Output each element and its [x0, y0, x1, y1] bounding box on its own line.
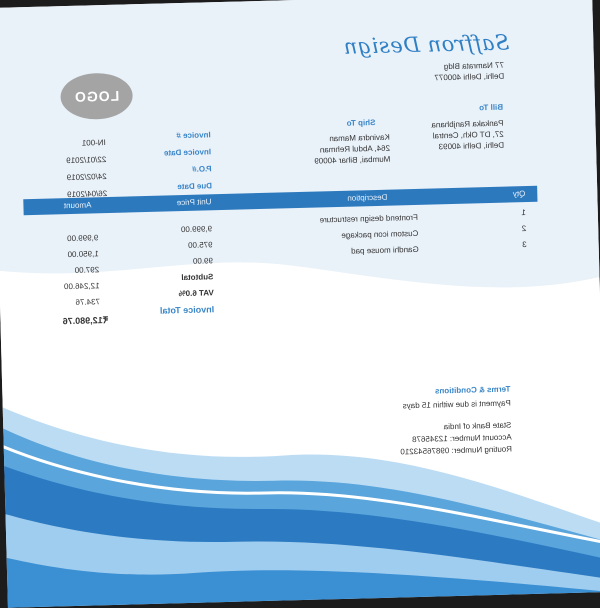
- row3-amount: 297.00: [74, 265, 100, 275]
- vat-label: VAT 6.0%: [178, 288, 214, 299]
- header-description: Description: [347, 192, 388, 203]
- ship-to-line1: 264, Abdul Rehman: [319, 143, 391, 155]
- company-address-line2: Delhi, Delhi 400077: [434, 71, 505, 83]
- company-name: Saffron Design: [343, 30, 510, 59]
- row3-unit-price: 99.00: [192, 256, 214, 266]
- row1-unit-price: 9,999.00: [180, 224, 213, 235]
- invoice-date-value: 22/01/2019: [66, 155, 107, 166]
- bank-name: State Bank of India: [443, 420, 512, 432]
- header-qty: Qty: [512, 189, 526, 199]
- invoice-total-value: ₹12,980.76: [62, 315, 109, 327]
- company-logo: LOGO: [60, 72, 133, 120]
- bill-to-label: Bill To: [479, 102, 504, 113]
- ship-to-name: Kavindra Maman: [329, 132, 390, 144]
- row2-unit-price: 975.00: [187, 240, 213, 250]
- bank-routing: Routing Number: 09876543210: [400, 444, 513, 457]
- header-amount: Amount: [63, 200, 92, 211]
- po-value: 24/02/2019: [66, 172, 107, 183]
- row1-description: Frontend design restructure: [319, 212, 418, 225]
- invoice-date-label: Invoice Date: [163, 147, 212, 158]
- row1-amount: 9,999.00: [67, 233, 99, 244]
- po-label: P.O.#: [192, 164, 212, 174]
- due-date-value: 26/04/2019: [66, 189, 108, 200]
- bill-to-name: Pankaka Ranjbhana: [431, 118, 504, 130]
- invoice-total-label: Invoice Total: [159, 304, 215, 316]
- ship-to-label: Ship To: [346, 117, 376, 128]
- invoice-number-value: IN-001: [81, 138, 106, 148]
- subtotal-label: Subtotal: [181, 272, 214, 283]
- row2-description: Custom icon package: [341, 228, 419, 240]
- bill-to-line2: Delhi, Delhi 40093: [438, 140, 505, 152]
- subtotal-value: 12,246.00: [63, 281, 100, 292]
- row2-amount: 1,950.00: [67, 249, 99, 260]
- row3-qty: 3: [522, 240, 527, 250]
- invoice-number-label: Invoice #: [176, 130, 211, 141]
- vat-value: 734.76: [75, 297, 101, 307]
- ship-to-line2: Mumbai, Bihar 40009: [314, 154, 391, 166]
- row2-qty: 2: [521, 224, 527, 234]
- row1-qty: 1: [521, 208, 526, 218]
- terms-text: Payment is due within 15 days: [402, 398, 511, 411]
- bank-account: Account Number: 12345678: [411, 432, 512, 445]
- terms-label: Terms & Conditions: [434, 384, 511, 396]
- row3-description: Gandhi mouse pad: [351, 244, 419, 256]
- due-date-label: Due Date: [177, 181, 213, 192]
- company-address-line1: 77 Namrata Bldg: [443, 60, 505, 72]
- header-unit-price: Unit Price: [176, 197, 212, 208]
- bill-to-line1: 27, DT Okh, Central: [432, 129, 504, 141]
